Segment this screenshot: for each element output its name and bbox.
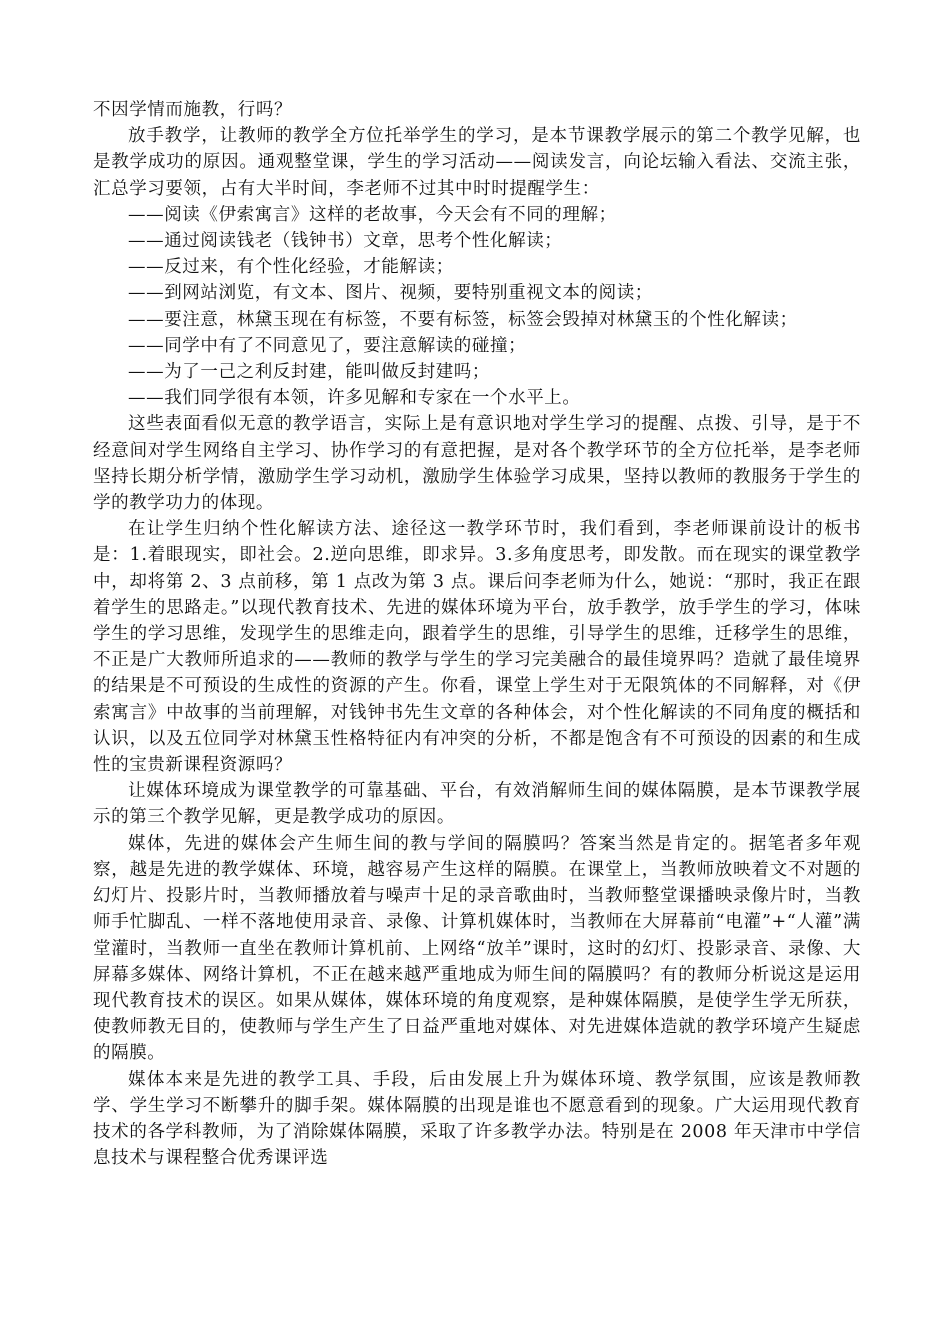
list-item: ——为了一己之利反封建，能叫做反封建吗；	[128, 362, 490, 383]
list-item: ——我们同学很有本领，许多见解和专家在一个水平上。	[128, 388, 581, 409]
paragraph: 媒体本来是先进的教学工具、手段，后由发展上升为媒体环境、教学氛围，应该是教师教学、学生学习不断攀升的脚手架。媒体隔膜的出现是谁也不愿意看到的现象。广大运用现代教育技术的各学科教师，为了消除媒体隔膜，采取了许多教学办法。特别是在 2008 年天津市中学信息技术与课程整合优秀课评选	[93, 1069, 861, 1169]
list-item: ——通过阅读钱老（钱钟书）文章，思考个性化解读；	[128, 231, 563, 252]
list-item: ——同学中有了不同意见了，要注意解读的碰撞；	[128, 335, 527, 356]
list-item: ——到网站浏览，有文本、图片、视频，要特别重视文本的阅读；	[128, 283, 653, 304]
list-item: ——要注意，林黛玉现在有标签，不要有标签，标签会毁掉对林黛玉的个性化解读；	[128, 309, 798, 330]
list-item: ——阅读《伊索寓言》这样的老故事，今天会有不同的理解；	[128, 204, 617, 225]
paragraph: 让媒体环境成为课堂教学的可靠基础、平台，有效消解师生间的媒体隔膜，是本节课教学展示的第三个教学见解，更是教学成功的原因。	[93, 781, 861, 828]
list-item: ——反过来，有个性化经验，才能解读；	[128, 257, 454, 278]
paragraph: 不因学情而施教，行吗？	[93, 100, 293, 120]
paragraph: 放手教学，让教师的教学全方位托举学生的学习，是本节课教学展示的第二个教学见解，也是教学成功的原因。通观整堂课，学生的学习活动——阅读发言，向论坛输入看法、交流主张，汇总学习要领，占有大半时间，李老师不过其中时时提醒学生：	[93, 126, 861, 199]
document-body	[93, 97, 861, 1171]
paragraph: 这些表面看似无意的教学语言，实际上是有意识地对学生学习的提醒、点拨、引导，是于不经意间对学生网络自主学习、协作学习的有意把握，是对各个教学环节的全方位托举，是李老师坚持长期分析学情，激励学生学习动机，激励学生体验学习成果，坚持以教师的教服务于学生的学的教学功力的体现。	[93, 414, 861, 514]
paragraph: 在让学生归纳个性化解读方法、途径这一教学环节时，我们看到，李老师课前设计的板书是：1.着眼现实，即社会。2.逆向思维，即求异。3.多角度思考，即发散。而在现实的课堂教学中，却将第 2、3 点前移，第 1 点改为第 3 点。课后问李老师为什么，她说：“那时，我正在跟着学生的思路走。”以现代教育技术、先进的媒体环境为平台，放手教学，放手学生的学习，体味学生的学习思维，发现学生的思维走向，跟着学生的思维，引导学生的思维，迁移学生的思维，不正是广大教师所追求的——教师的教学与学生的学习完美融合的最佳境界吗？造就了最佳境界的结果是不可预设的生成性的资源的产生。你看，课堂上学生对于无限筑体的不同解释，对《伊索寓言》中故事的当前理解，对钱钟书先生文章的各种体会，对个性化解读的不同角度的概括和认识，以及五位同学对林黛玉性格特征内有冲突的分析，不都是饱含有不可预设的因素的和生成性的宝贵新课程资源吗？	[93, 519, 861, 776]
paragraph: 媒体，先进的媒体会产生师生间的教与学间的隔膜吗？答案当然是肯定的。据笔者多年观察，越是先进的教学媒体、环境，越容易产生这样的隔膜。在课堂上，当教师放映着文不对题的幻灯片、投影片时，当教师播放着与噪声十足的录音歌曲时，当教师整堂课播映录像片时，当教师手忙脚乱、一样不落地使用录音、录像、计算机媒体时，当教师在大屏幕前“电灌”+“人灌”满堂灌时，当教师一直坐在教师计算机前、上网络“放羊”课时，这时的幻灯、投影录音、录像、大屏幕多媒体、网络计算机，不正在越来越严重地成为师生间的隔膜吗？有的教师分析说这是运用现代教育技术的误区。如果从媒体，媒体环境的角度观察，是种媒体隔膜，是使学生学无所获，使教师教无目的，使教师与学生产生了日益严重地对媒体、对先进媒体造就的教学环境产生疑虑的隔膜。	[93, 833, 861, 1064]
